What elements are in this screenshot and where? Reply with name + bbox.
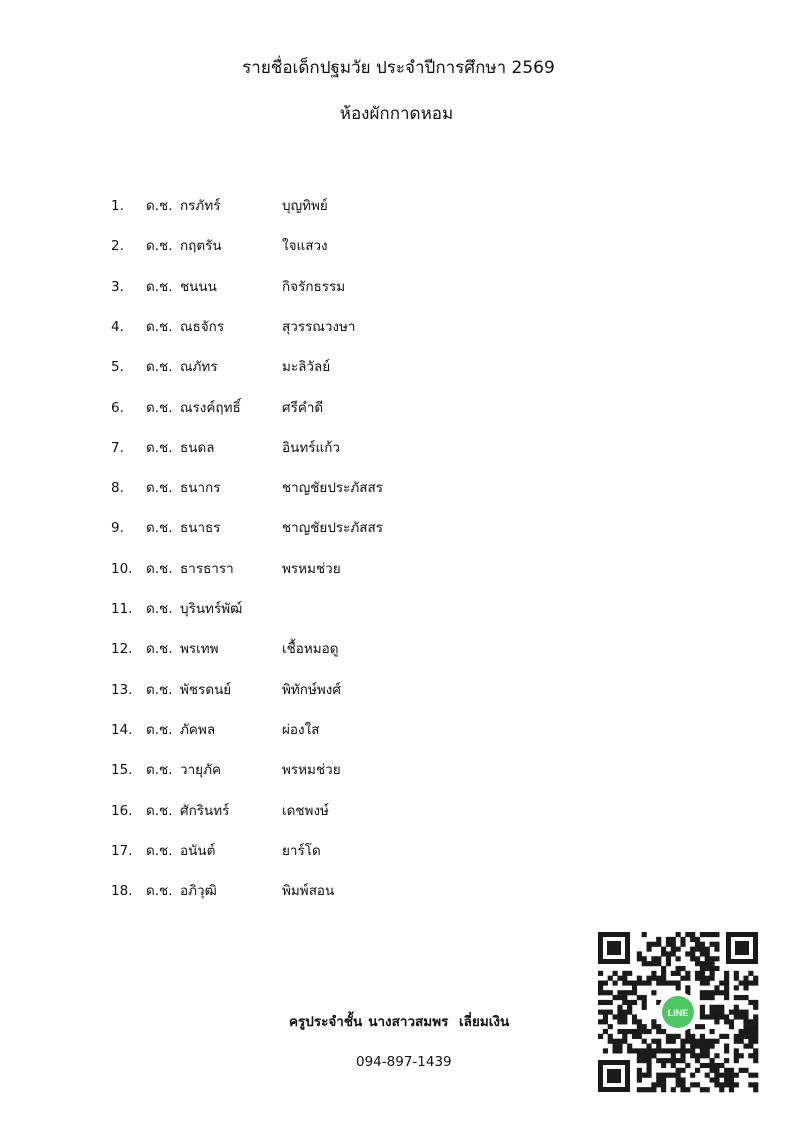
teacher-role: ครูประจำชั้น (289, 1014, 363, 1030)
student-number: 15. (111, 762, 133, 779)
student-row (0, 799, 793, 823)
student-prefix: ด.ช. (146, 883, 173, 900)
student-prefix: ด.ช. (146, 560, 173, 577)
student-first-name: ภัคพล (180, 721, 216, 738)
teacher-surname: เลี่ยมเงิน (459, 1014, 510, 1030)
student-row (0, 637, 793, 661)
student-prefix: ด.ช. (146, 641, 173, 658)
student-number: 9. (111, 520, 124, 537)
student-prefix: ด.ช. (146, 278, 173, 295)
teacher-name: นางสาวสมพร (368, 1014, 449, 1030)
teacher-line (289, 1010, 515, 1034)
student-last-name: ยาร์โด (282, 842, 321, 859)
student-row (0, 718, 793, 742)
student-last-name: มะลิวัลย์ (282, 359, 331, 376)
student-row (0, 879, 793, 903)
student-first-name: ธารธารา (180, 560, 234, 577)
student-row (0, 678, 793, 702)
student-last-name: ชาญชัยประภัสสร (282, 480, 384, 497)
student-number: 8. (111, 480, 124, 497)
document-title: รายชื่อเด็กปฐมวัย ประจำปีการศึกษา 2569 (242, 58, 555, 78)
student-prefix: ด.ช. (146, 802, 173, 819)
phone-number: 094-897-1439 (356, 1054, 452, 1070)
student-number: 14. (111, 721, 133, 738)
student-last-name: ชาญชัยประภัสสร (282, 520, 384, 537)
student-prefix: ด.ช. (146, 238, 173, 255)
student-number: 4. (111, 318, 124, 335)
student-last-name: ศรีคำดี (282, 399, 324, 416)
student-row (0, 275, 793, 299)
student-row (0, 315, 793, 339)
student-prefix: ด.ช. (146, 681, 173, 698)
student-last-name: พิทักษ์พงศ์ (282, 681, 341, 698)
student-last-name: เชื้อหมอดู (282, 641, 339, 658)
student-prefix: ด.ช. (146, 480, 173, 497)
student-first-name: อนันต์ (180, 842, 216, 859)
student-first-name: บุรินทร์พัฒ์ (180, 601, 243, 617)
line-logo-text: LINE (667, 1008, 689, 1018)
student-row (0, 597, 793, 621)
student-row (0, 839, 793, 863)
student-last-name: พรหมช่วย (282, 762, 341, 779)
line-qr-code[interactable] (596, 930, 760, 1094)
student-first-name: พัชรดนย์ (180, 681, 232, 698)
student-prefix: ด.ช. (146, 359, 173, 376)
student-last-name: ใจแสวง (282, 238, 328, 255)
student-first-name: ศักรินทร์ (180, 802, 230, 819)
student-number: 6. (111, 399, 124, 416)
student-number: 5. (111, 359, 124, 376)
qr-finder-bottom-left (598, 1060, 630, 1092)
student-number: 10. (111, 560, 133, 577)
student-last-name: พรหมช่วย (282, 560, 341, 577)
student-last-name: เดชพงษ์ (282, 802, 329, 819)
student-first-name: ธนาธร (180, 520, 221, 537)
student-first-name: ณธจักร (180, 318, 225, 335)
student-row (0, 194, 793, 218)
qr-finder-top-right (726, 932, 758, 964)
room-name: ห้องผักกาดหอม (339, 104, 454, 124)
student-number: 16. (111, 802, 133, 819)
student-row (0, 758, 793, 782)
student-prefix: ด.ช. (146, 399, 173, 416)
student-prefix: ด.ช. (146, 439, 173, 456)
student-number: 13. (111, 681, 133, 698)
student-first-name: ชนนน (180, 278, 217, 295)
student-last-name: กิจรักธรรม (282, 278, 346, 295)
line-logo-icon (658, 992, 698, 1032)
student-row (0, 396, 793, 420)
student-first-name: พรเทพ (180, 641, 219, 658)
student-first-name: กรภัทร์ (180, 198, 221, 214)
student-row (0, 557, 793, 581)
student-prefix: ด.ช. (146, 520, 173, 537)
student-first-name: ธนดล (180, 439, 215, 456)
student-number: 18. (111, 883, 133, 900)
student-first-name: วายุภัค (180, 762, 222, 779)
student-number: 11. (111, 601, 133, 617)
student-number: 7. (111, 439, 124, 456)
student-last-name: บุญทิพย์ (282, 198, 328, 214)
student-row (0, 516, 793, 540)
student-number: 1. (111, 198, 124, 214)
student-prefix: ด.ช. (146, 721, 173, 738)
student-last-name: สุวรรณวงษา (282, 318, 356, 335)
student-number: 12. (111, 641, 133, 658)
student-prefix: ด.ช. (146, 601, 173, 617)
student-last-name: อินทร์แก้ว (282, 439, 340, 456)
student-number: 2. (111, 238, 124, 255)
student-prefix: ด.ช. (146, 842, 173, 859)
student-last-name: พิมพ์สอน (282, 883, 335, 900)
student-row (0, 476, 793, 500)
student-first-name: ณรงค์ฤทธิ์ (180, 399, 241, 416)
student-row (0, 234, 793, 258)
student-prefix: ด.ช. (146, 198, 173, 214)
student-number: 17. (111, 842, 133, 859)
student-first-name: ณภัทร (180, 359, 218, 376)
student-prefix: ด.ช. (146, 318, 173, 335)
qr-finder-top-left (598, 932, 630, 964)
student-first-name: ธนากร (180, 480, 221, 497)
student-prefix: ด.ช. (146, 762, 173, 779)
student-row (0, 355, 793, 379)
student-last-name: ผ่องใส (282, 721, 320, 738)
student-first-name: กฤตรัน (180, 238, 222, 255)
student-row (0, 436, 793, 460)
student-first-name: อภิวุฒิ (180, 883, 217, 900)
student-number: 3. (111, 278, 124, 295)
